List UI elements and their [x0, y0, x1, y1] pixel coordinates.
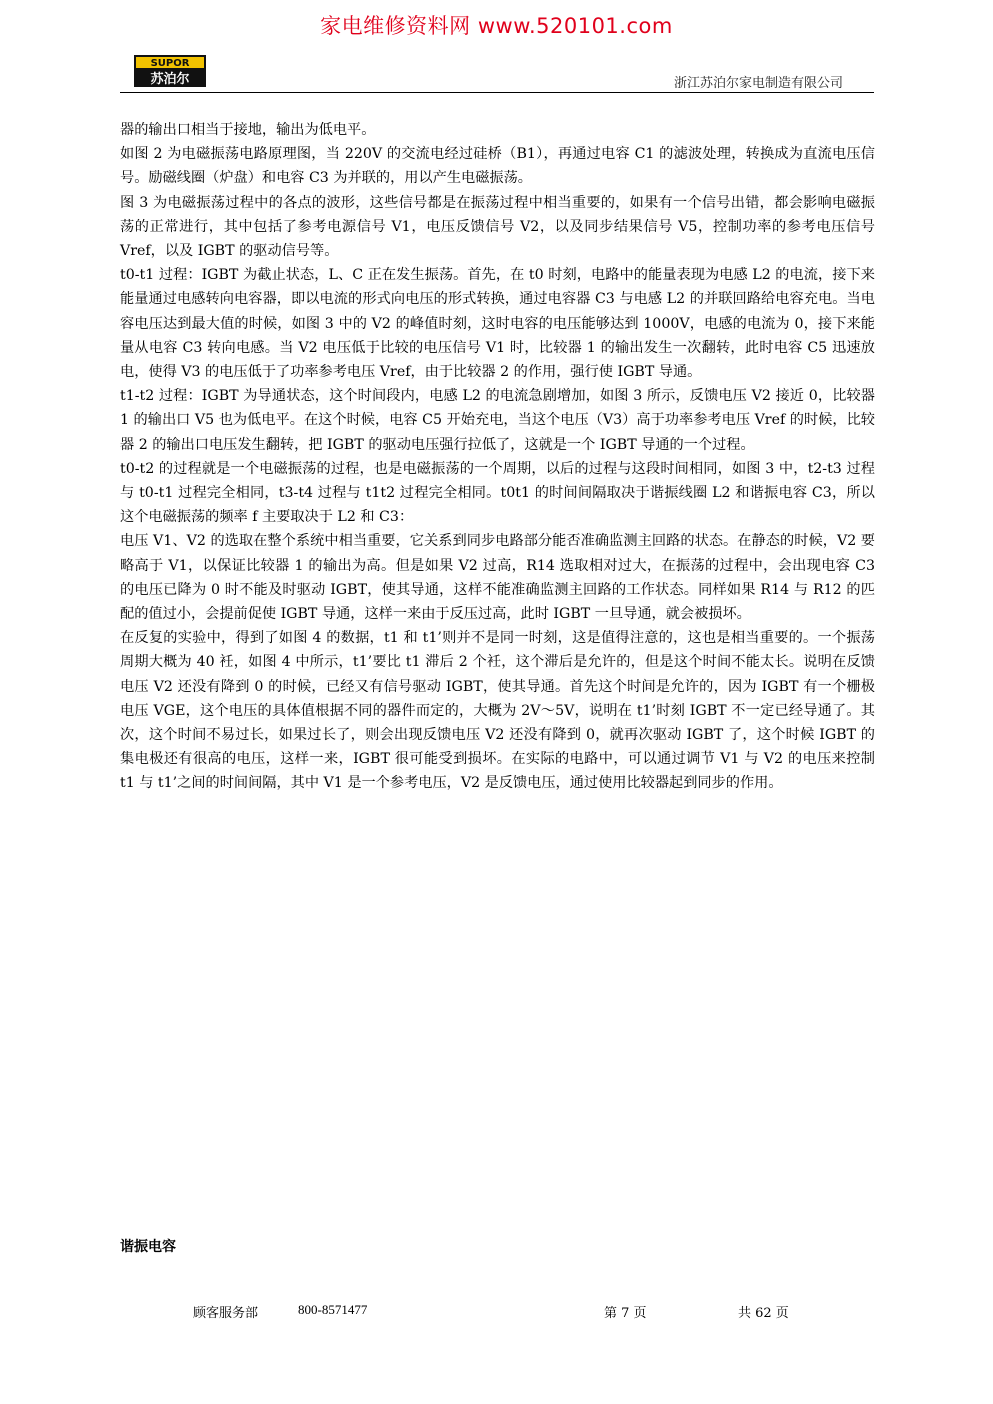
footer-department: 顾客服务部 — [193, 1306, 259, 1321]
paragraph: 在反复的实验中，得到了如图 4 的数据，t1 和 t1’则并不是同一时刻，这是值得注意的，这也是相当重要的。一个振荡周期大概为 40 衽，如图 4 中所示，t1’要比 t1 滞后 2 个衽，这个滞后是允许的，但是这个时间不能太长。说明在反馈电压 V2 还没有降到 0 的时候，已经又有信号驱动 IGBT，使其导通。首先这个时间是允许的，因为 IGBT 有一个栅极电压 VGE，这个电压的具体值根据不同的器件而定的，大概为 2V～5V，说明在 t1’时刻 IGBT 不一定已经导通了。其次，这个时间不易过长，如果过长了，则会出现反馈电压 V2 还没有降到 0，就再次驱动 IGBT 了，这个时候 IGBT 的集电极还有很高的电压，这样一来，IGBT 很可能受到损坏。在实际的电路中，可以通过调节 V1 与 V2 的电压来控制 t1 与 t1’之间的时间间隔，其中 V1 是一个参考电压，V2 是反馈电压，通过使用比较器起到同步的作用。 — [120, 630, 875, 792]
logo-text-en: SUPOR — [150, 58, 190, 69]
paragraph: t0-t2 的过程就是一个电磁振荡的过程，也是电磁振荡的一个周期，以后的过程与这段时间相同，如图 3 中，t2-t3 过程与 t0-t1 过程完全相同，t3-t4 过程与 t1t2 过程完全相同。t0t1 的时间间隔取决于谐振线圈 L2 和谐振电容 C3，所以这个电磁振荡的频率 f 主要取决于 L2 和 C3： — [120, 460, 875, 526]
page-footer — [0, 1302, 993, 1322]
footer-page-number: 第 7 页 — [604, 1306, 647, 1321]
company-name: 浙江苏泊尔家电制造有限公司 — [673, 76, 843, 91]
footer-total-pages: 共 62 页 — [738, 1306, 789, 1321]
header-divider — [120, 92, 874, 93]
logo-text-zh: 苏泊尔 — [150, 72, 190, 87]
paragraph: 器的输出口相当于接地，输出为低电平。 — [120, 122, 376, 138]
paragraph: t0-t1 过程：IGBT 为截止状态，L、C 正在发生振荡。首先，在 t0 时刻，电路中的能量表现为电感 L2 的电流，接下来能量通过电感转向电容器，即以电流的形式向电压的形式转换，通过电容器 C3 与电感 L2 的并联回路给电容充电。当电容电压达到最大值的时候，如图 3 中的 V2 的峰值时刻，这时电容的电压能够达到 1000V，电感的电流为 0，接下来能量从电容 C3 转向电感。当 V2 电压低于比较的电压信号 V1 时，比较器 1 的输出发生一次翻转，此时电容 C5 迅速放电，使得 V3 的电压低于了功率参考电压 Vref，由于比较器 2 的作用，强行使 IGBT 导通。 — [120, 267, 875, 381]
watermark-site-name: 家电维修资料网 www.520101.com — [320, 14, 673, 38]
section-heading: 谐振电容 — [120, 1239, 176, 1255]
paragraph: 如图 2 为电磁振荡电路原理图，当 220V 的交流电经过硅桥（B1），再通过电容 C1 的滤波处理，转换成为直流电压信号。励磁线圈（炉盘）和电容 C3 为并联的，用以产生电磁振荡。 — [120, 146, 875, 187]
paragraph: 电压 V1、V2 的选取在整个系统中相当重要，它关系到同步电路部分能否准确监测主回路的状态。在静态的时候，V2 要略高于 V1，以保证比较器 1 的输出为高。但是如果 V2 过高，R14 选取相对过大，在振荡的过程中，会出现电容 C3 的电压已降为 0 时不能及时驱动 IGBT，使其导通，这样不能准确监测主回路的工作状态。同样如果 R14 与 R12 的匹配的值过小，会提前促使 IGBT 导通，这样一来由于反压过高，此时 IGBT 一旦导通，就会被损坏。 — [120, 533, 875, 623]
paragraph: 图 3 为电磁振荡过程中的各点的波形，这些信号都是在振荡过程中相当重要的，如果有一个信号出错，都会影响电磁振荡的正常进行，其中包括了参考电源信号 V1，电压反馈信号 V2，以及同步结果信号 V5，控制功率的参考电压信号 Vref，以及 IGBT 的驱动信号等。 — [120, 194, 875, 260]
footer-phone: 800-8571477 — [298, 1302, 368, 1317]
paragraph: t1-t2 过程：IGBT 为导通状态，这个时间段内，电感 L2 的电流急剧增加，如图 3 所示，反馈电压 V2 接近 0，比较器 1 的输出口 V5 也为低电平。在这个时候，电容 C5 开始充电，当这个电压（V3）高于功率参考电压 Vref 的时候，比较器 2 的输出口电压发生翻转，把 IGBT 的驱动电压强行拉低了，这就是一个 IGBT 导通的一个过程。 — [120, 388, 875, 453]
document-body — [120, 118, 875, 796]
supor-logo — [134, 55, 206, 87]
